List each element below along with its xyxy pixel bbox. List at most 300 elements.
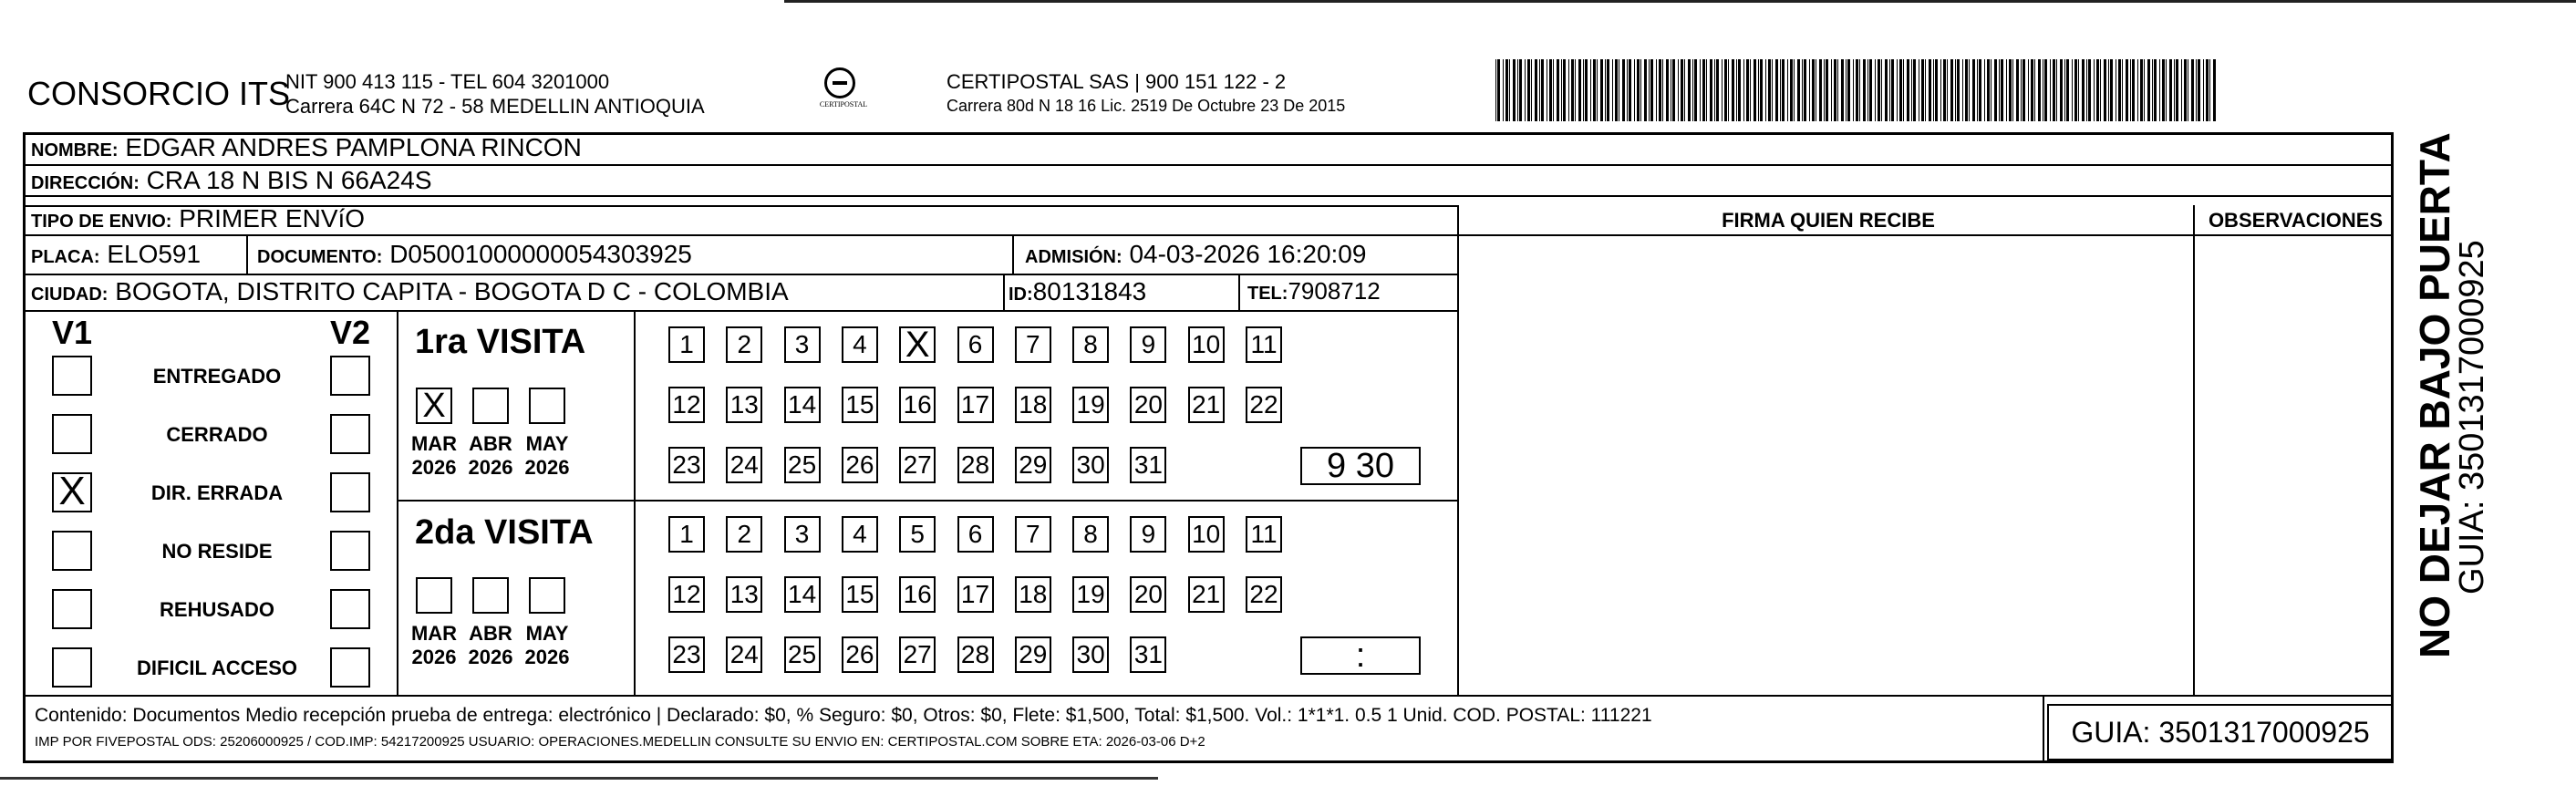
barcode-bar (2110, 59, 2113, 121)
barcode-bar (1746, 59, 1749, 121)
barcode-bar (1503, 59, 1504, 121)
first-day-21[interactable]: 21 (1188, 387, 1225, 423)
barcode-bar (1716, 59, 1719, 121)
company-name: CONSORCIO ITS (27, 75, 291, 112)
second-year-label: 2026 (468, 646, 513, 668)
barcode-bar (1929, 59, 1931, 121)
v2-checkbox[interactable] (330, 414, 370, 454)
print-info-line: IMP POR FIVEPOSTAL ODS: 25206000925 / COD.IMP: 54217200925 USUARIO: OPERACIONES.MEDELLIN CONSULTE SU ENVIO EN: CERTIPOSTAL.COM SOBRE ETA: 2026-03-06 D+2 (35, 734, 1205, 750)
tel-value: 7908712 (1288, 277, 1381, 305)
row-divider (23, 310, 1457, 312)
v1-checkbox[interactable] (52, 531, 92, 571)
documento-label: DOCUMENTO: (257, 247, 383, 267)
first-day-31[interactable]: 31 (1130, 447, 1166, 483)
second-day-11[interactable]: 11 (1246, 516, 1282, 553)
barcode-bar (1999, 59, 2000, 121)
barcode-bar (1972, 59, 1975, 121)
first-visit-title: 1ra VISITA (415, 323, 586, 361)
barcode-bar (1672, 59, 1675, 121)
first-day-9[interactable]: 9 (1130, 326, 1166, 363)
first-day-1[interactable]: 1 (668, 326, 705, 363)
v2-checkbox[interactable] (330, 531, 370, 571)
field-admision (1025, 240, 1366, 269)
barcode-bar (1957, 59, 1960, 121)
first-day-27[interactable]: 27 (899, 447, 936, 483)
second-day-13[interactable]: 13 (726, 576, 762, 613)
barcode-bar (2044, 59, 2047, 121)
admision-value: 04-03-2026 16:20:09 (1129, 240, 1367, 268)
second-day-19[interactable]: 19 (1072, 576, 1109, 613)
barcode-bar (1965, 59, 1968, 121)
v2-checkbox[interactable] (330, 647, 370, 688)
barcode-bar (2152, 59, 2153, 121)
status-label: NO RESIDE (161, 540, 273, 563)
barcode-bar (2021, 59, 2022, 121)
barcode-bar (1834, 59, 1836, 121)
barcode-bar (1553, 59, 1554, 121)
second-day-30[interactable]: 30 (1072, 636, 1109, 673)
first-time-box[interactable]: 9 30 (1300, 447, 1421, 485)
barcode-bar (1527, 59, 1530, 121)
first-day-13[interactable]: 13 (726, 387, 762, 423)
col-divider (2043, 695, 2044, 762)
barcode-bar (1863, 59, 1866, 121)
second-time-box[interactable]: : (1300, 636, 1421, 675)
documento-value: D05001000000054303925 (389, 240, 692, 268)
first-year-label: 2026 (468, 456, 513, 479)
v2-checkbox[interactable] (330, 589, 370, 629)
barcode (1495, 59, 2220, 121)
second-day-2[interactable]: 2 (726, 516, 762, 553)
first-day-24[interactable]: 24 (726, 447, 762, 483)
second-month-checkbox[interactable] (529, 577, 565, 614)
barcode-bar (1732, 59, 1734, 121)
col-divider (2193, 205, 2195, 695)
barcode-bar (1634, 59, 1635, 121)
barcode-bar (2028, 59, 2029, 121)
barcode-bar (1940, 59, 1941, 121)
tipo-label: TIPO DE ENVIO: (31, 212, 172, 232)
col-divider (1012, 234, 1014, 274)
barcode-bar (2023, 59, 2025, 121)
barcode-bar (2094, 59, 2095, 121)
barcode-bar (1637, 59, 1640, 121)
second-day-21[interactable]: 21 (1188, 576, 1225, 613)
barcode-bar (1984, 59, 1985, 121)
first-year-label: 2026 (411, 456, 457, 479)
first-month-label: MAY (525, 432, 569, 455)
first-year-label: 2026 (524, 456, 570, 479)
second-day-4[interactable]: 4 (842, 516, 878, 553)
certipostal-logo (812, 67, 875, 109)
barcode-bar (1706, 59, 1707, 121)
barcode-bar (1728, 59, 1729, 121)
barcode-bar (1627, 59, 1628, 121)
barcode-bar (2169, 59, 2172, 121)
barcode-bar (1497, 59, 1500, 121)
first-day-20[interactable]: 20 (1130, 387, 1166, 423)
barcode-bar (2174, 59, 2175, 121)
first-day-3[interactable]: 3 (784, 326, 821, 363)
row-divider (23, 695, 2394, 697)
barcode-bar (2074, 59, 2077, 121)
barcode-bar (1969, 59, 1970, 121)
barcode-bar (1881, 59, 1882, 121)
first-day-15[interactable]: 15 (842, 387, 878, 423)
barcode-bar (1933, 59, 1934, 121)
barcode-bar (1907, 59, 1909, 121)
v2-checkbox[interactable] (330, 472, 370, 512)
v1-checkbox[interactable] (52, 356, 92, 396)
second-day-16[interactable]: 16 (899, 576, 936, 613)
first-day-7[interactable]: 7 (1015, 326, 1051, 363)
barcode-bar (2213, 59, 2216, 121)
tipo-value: PRIMER ENVíO (179, 204, 366, 233)
barcode-bar (1790, 59, 1793, 121)
id-value: 80131843 (1032, 277, 1147, 305)
barcode-bar (1684, 59, 1685, 121)
top-rule (784, 0, 2576, 3)
id-label: ID: (1009, 284, 1033, 305)
barcode-bar (1612, 59, 1613, 121)
first-day-2[interactable]: 2 (726, 326, 762, 363)
barcode-bar (1824, 59, 1825, 121)
barcode-bar (2096, 59, 2099, 121)
barcode-bar (1853, 59, 1854, 121)
barcode-bar (1987, 59, 1990, 121)
barcode-bar (2066, 59, 2069, 121)
barcode-bar (2108, 59, 2109, 121)
second-day-7[interactable]: 7 (1015, 516, 1051, 553)
barcode-bar (1702, 59, 1705, 121)
barcode-bar (1797, 59, 1800, 121)
second-day-14[interactable]: 14 (784, 576, 821, 613)
barcode-bar (1950, 59, 1953, 121)
barcode-bar (1765, 59, 1766, 121)
first-day-19[interactable]: 19 (1072, 387, 1109, 423)
barcode-bar (1899, 59, 1902, 121)
barcode-bar (2140, 59, 2143, 121)
second-day-24[interactable]: 24 (726, 636, 762, 673)
barcode-bar (2184, 59, 2187, 121)
first-day-26[interactable]: 26 (842, 447, 878, 483)
firma-header: FIRMA QUIEN RECIBE (1722, 209, 1935, 232)
barcode-bar (2191, 59, 2194, 121)
barcode-bar (1505, 59, 1508, 121)
no-dejar-warning: NO DEJAR BAJO PUERTA (2411, 132, 2458, 658)
first-day-10[interactable]: 10 (1188, 326, 1225, 363)
company-info (285, 69, 705, 119)
first-day-16[interactable]: 16 (899, 387, 936, 423)
barcode-bar (1688, 59, 1691, 121)
barcode-bar (1760, 59, 1763, 121)
barcode-bar (1590, 59, 1591, 121)
contents-line: Contenido: Documentos Medio recepción prueba de entrega: electrónico | Declarado: $0, % Seguro: $0, Otros: $0, Flete: $1,500, Total: $1,500. Vol.: 1*1*1. 0.5 1 Unid. COD. POSTAL: 111221 (35, 705, 1652, 726)
second-day-1[interactable]: 1 (668, 516, 705, 553)
barcode-bar (1659, 59, 1661, 121)
barcode-bar (1768, 59, 1771, 121)
barcode-bar (1897, 59, 1898, 121)
barcode-bar (1947, 59, 1948, 121)
barcode-bar (1750, 59, 1751, 121)
second-day-15[interactable]: 15 (842, 576, 878, 613)
col-divider (397, 310, 398, 695)
barcode-bar (1869, 59, 1872, 121)
barcode-bar (2147, 59, 2150, 121)
barcode-bar (1517, 59, 1518, 121)
second-day-20[interactable]: 20 (1130, 576, 1166, 613)
first-month-checkbox[interactable] (529, 388, 565, 424)
barcode-bar (1513, 59, 1516, 121)
logo-icon (824, 67, 855, 98)
barcode-bar (1578, 59, 1581, 121)
status-label: REHUSADO (160, 598, 274, 621)
barcode-bar (2137, 59, 2138, 121)
barcode-bar (1650, 59, 1653, 121)
barcode-bar (1878, 59, 1880, 121)
barcode-bar (2050, 59, 2051, 121)
field-id (1009, 277, 1146, 306)
barcode-bar (2159, 59, 2160, 121)
barcode-bar (1812, 59, 1815, 121)
barcode-bar (2001, 59, 2003, 121)
row-divider (23, 195, 2394, 197)
barcode-bar (1837, 59, 1838, 121)
first-day-25[interactable]: 25 (784, 447, 821, 483)
ciudad-label: CIUDAD: (31, 284, 109, 305)
second-day-8[interactable]: 8 (1072, 516, 1109, 553)
barcode-bar (1681, 59, 1683, 121)
direccion-value: CRA 18 N BIS N 66A24S (146, 166, 432, 194)
barcode-bar (2082, 59, 2085, 121)
barcode-bar (1561, 59, 1562, 121)
field-tipo (31, 204, 365, 233)
barcode-bar (2154, 59, 2157, 121)
bottom-rule (0, 777, 1158, 780)
nombre-label: NOMBRE: (31, 140, 119, 160)
direccion-label: DIRECCIÓN: (31, 173, 140, 193)
barcode-bar (2009, 59, 2012, 121)
barcode-bar (2144, 59, 2145, 121)
barcode-bar (2132, 59, 2135, 121)
barcode-bar (1736, 59, 1737, 121)
first-day-6[interactable]: 6 (957, 326, 994, 363)
second-day-31[interactable]: 31 (1130, 636, 1166, 673)
second-day-17[interactable]: 17 (957, 576, 994, 613)
second-day-9[interactable]: 9 (1130, 516, 1166, 553)
barcode-bar (1903, 59, 1904, 121)
col-divider (1238, 274, 1240, 310)
row-divider (23, 274, 1457, 275)
barcode-bar (1743, 59, 1744, 121)
barcode-bar (1962, 59, 1963, 121)
col-divider (1457, 205, 1459, 695)
barcode-bar (2064, 59, 2065, 121)
barcode-bar (2072, 59, 2073, 121)
first-day-12[interactable]: 12 (668, 387, 705, 423)
barcode-bar (1662, 59, 1663, 121)
field-tel (1247, 277, 1381, 305)
barcode-bar (2130, 59, 2131, 121)
barcode-bar (1754, 59, 1756, 121)
visit-divider (397, 500, 1457, 502)
second-day-23[interactable]: 23 (668, 636, 705, 673)
barcode-bar (1495, 59, 1496, 121)
barcode-bar (1847, 59, 1850, 121)
barcode-bar (1758, 59, 1759, 121)
barcode-bar (1593, 59, 1596, 121)
first-month-label: ABR (469, 432, 512, 455)
barcode-bar (2206, 59, 2209, 121)
carrier-address: Carrera 80d N 18 16 Lic. 2519 De Octubre 23 De 2015 (947, 97, 1346, 115)
status-label: ENTREGADO (152, 365, 282, 388)
col-divider (246, 234, 248, 274)
second-day-12[interactable]: 12 (668, 576, 705, 613)
barcode-bar (2196, 59, 2197, 121)
barcode-bar (1787, 59, 1788, 121)
barcode-bar (1549, 59, 1552, 121)
barcode-bar (1568, 59, 1569, 121)
barcode-bar (1666, 59, 1669, 121)
barcode-bar (2053, 59, 2055, 121)
carrier-info (947, 69, 1345, 119)
barcode-bar (2176, 59, 2178, 121)
v1-checkbox[interactable] (52, 414, 92, 454)
barcode-bar (1644, 59, 1647, 121)
first-day-29[interactable]: 29 (1015, 447, 1051, 483)
first-day-14[interactable]: 14 (784, 387, 821, 423)
first-day-17[interactable]: 17 (957, 387, 994, 423)
first-day-30[interactable]: 30 (1072, 447, 1109, 483)
barcode-bar (1539, 59, 1540, 121)
v2-header: V2 (330, 314, 371, 351)
second-year-label: 2026 (411, 646, 457, 668)
second-day-26[interactable]: 26 (842, 636, 878, 673)
first-day-5[interactable]: X (899, 326, 936, 363)
logo-text: CERTIPOSTAL (819, 100, 868, 109)
barcode-bar (1724, 59, 1727, 121)
ciudad-value: BOGOTA, DISTRITO CAPITA - BOGOTA D C - COLOMBIA (115, 277, 789, 305)
second-day-27[interactable]: 27 (899, 636, 936, 673)
first-month-label: MAR (410, 432, 458, 455)
barcode-bar (1831, 59, 1832, 121)
first-month-checkbox[interactable] (472, 388, 509, 424)
barcode-bar (2086, 59, 2087, 121)
second-month-checkbox[interactable] (416, 577, 452, 614)
barcode-bar (2166, 59, 2167, 121)
second-day-22[interactable]: 22 (1246, 576, 1282, 613)
barcode-bar (1575, 59, 1576, 121)
second-day-29[interactable]: 29 (1015, 636, 1051, 673)
field-ciudad (31, 277, 789, 306)
observaciones-header: OBSERVACIONES (2208, 209, 2384, 232)
second-day-5[interactable]: 5 (899, 516, 936, 553)
second-day-18[interactable]: 18 (1015, 576, 1051, 613)
second-month-checkbox[interactable] (472, 577, 509, 614)
barcode-bar (1867, 59, 1868, 121)
barcode-bar (1649, 59, 1650, 121)
first-day-23[interactable]: 23 (668, 447, 705, 483)
first-day-11[interactable]: 11 (1246, 326, 1282, 363)
first-month-checkbox[interactable]: X (416, 388, 452, 424)
barcode-bar (1629, 59, 1631, 121)
admision-label: ADMISIÓN: (1025, 247, 1122, 267)
barcode-bar (1700, 59, 1701, 121)
barcode-bar (1509, 59, 1510, 121)
company-nit: NIT 900 413 115 - TEL 604 3201000 (285, 70, 610, 93)
barcode-bar (1615, 59, 1618, 121)
first-day-4[interactable]: 4 (842, 326, 878, 363)
barcode-bar (1804, 59, 1806, 121)
barcode-bar (1622, 59, 1625, 121)
barcode-bar (1780, 59, 1781, 121)
barcode-bar (1525, 59, 1526, 121)
barcode-bar (2126, 59, 2128, 121)
barcode-bar (1692, 59, 1693, 121)
barcode-bar (2006, 59, 2007, 121)
barcode-bar (1722, 59, 1723, 121)
v1-checkbox[interactable] (52, 647, 92, 688)
barcode-bar (1738, 59, 1741, 121)
barcode-bar (1921, 59, 1924, 121)
field-nombre (31, 133, 582, 162)
barcode-bar (2038, 59, 2041, 121)
barcode-bar (1979, 59, 1981, 121)
barcode-bar (1600, 59, 1603, 121)
barcode-bar (2078, 59, 2079, 121)
first-day-8[interactable]: 8 (1072, 326, 1109, 363)
v1-header: V1 (52, 314, 93, 351)
barcode-bar (1891, 59, 1894, 121)
second-day-10[interactable]: 10 (1188, 516, 1225, 553)
barcode-bar (1955, 59, 1956, 121)
first-day-18[interactable]: 18 (1015, 387, 1051, 423)
second-month-label: MAY (525, 622, 569, 645)
first-day-22[interactable]: 22 (1246, 387, 1282, 423)
second-day-28[interactable]: 28 (957, 636, 994, 673)
barcode-bar (1841, 59, 1844, 121)
v2-checkbox[interactable] (330, 356, 370, 396)
second-day-3[interactable]: 3 (784, 516, 821, 553)
barcode-bar (2122, 59, 2123, 121)
field-direccion (31, 166, 432, 195)
barcode-bar (1772, 59, 1773, 121)
second-day-25[interactable]: 25 (784, 636, 821, 673)
barcode-bar (1994, 59, 1997, 121)
v1-checkbox[interactable] (52, 589, 92, 629)
barcode-bar (2162, 59, 2165, 121)
status-label: DIR. ERRADA (150, 481, 284, 504)
barcode-bar (2031, 59, 2033, 121)
barcode-bar (2198, 59, 2200, 121)
barcode-bar (1583, 59, 1584, 121)
barcode-bar (1935, 59, 1938, 121)
barcode-bar (2012, 59, 2013, 121)
v1-checkbox[interactable]: X (52, 472, 92, 512)
carrier-name: CERTIPOSTAL SAS | 900 151 122 - 2 (947, 70, 1287, 93)
placa-value: ELO591 (107, 240, 202, 268)
barcode-bar (1541, 59, 1544, 121)
first-day-28[interactable]: 28 (957, 447, 994, 483)
barcode-bar (2203, 59, 2204, 121)
barcode-bar (1531, 59, 1532, 121)
second-day-6[interactable]: 6 (957, 516, 994, 553)
barcode-bar (1859, 59, 1860, 121)
barcode-bar (2034, 59, 2035, 121)
barcode-bar (1678, 59, 1679, 121)
barcode-bar (1563, 59, 1566, 121)
barcode-bar (1607, 59, 1609, 121)
